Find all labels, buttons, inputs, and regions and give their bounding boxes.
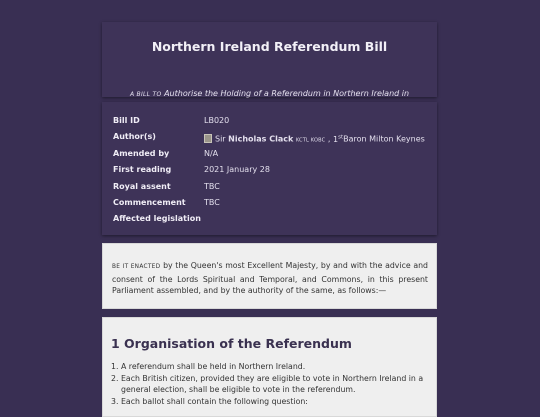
authors-label: Author(s) xyxy=(113,132,156,141)
author-title: Sir xyxy=(215,134,226,144)
authors-value xyxy=(204,131,425,147)
author-peerage: Baron Milton Keynes xyxy=(343,134,425,144)
list-item xyxy=(111,396,428,408)
list-item xyxy=(111,361,428,373)
list-item-number: 2. xyxy=(111,373,119,383)
section-1-heading: 1 Organisation of the Referendum xyxy=(111,336,352,351)
affected-legislation-label: Affected legislation xyxy=(113,214,201,223)
info-row-first-reading xyxy=(113,164,429,176)
commencement-value: TBC xyxy=(204,198,220,207)
list-item-text: A referendum shall be held in Northern Ireland. xyxy=(121,362,306,371)
subtitle-text: Authorise the Holding of a Referendum in Northern Ireland in xyxy=(164,89,410,98)
bill-info-card xyxy=(102,102,437,235)
info-row-authors xyxy=(113,131,429,143)
amended-by-value: N/A xyxy=(204,149,219,158)
first-reading-value: 2021 January 28 xyxy=(204,165,270,174)
info-row-commencement xyxy=(113,197,429,209)
bill-title-card xyxy=(102,22,437,97)
author-separator: , xyxy=(327,134,331,144)
royal-assent-label: Royal assent xyxy=(113,182,171,191)
bill-title: Northern Ireland Referendum Bill xyxy=(151,39,388,54)
section-1-card xyxy=(102,317,437,417)
enacting-lead: BE IT ENACTED xyxy=(112,264,161,270)
first-reading-label: First reading xyxy=(113,165,172,174)
list-item-text: Each British citizen, provided they are eligible to vote in Northern Ireland in a general election, shall be eligible to vote in the referendum. xyxy=(121,373,424,394)
bill-id-value: LB020 xyxy=(204,116,230,125)
author-postnominals: KCTL KOBC xyxy=(295,137,326,144)
section-1-list xyxy=(111,361,428,407)
info-row-affected-legislation xyxy=(113,213,429,225)
list-item-number: 3. xyxy=(111,396,119,406)
amended-by-label: Amended by xyxy=(113,149,170,158)
info-row-bill-id xyxy=(113,115,429,127)
list-item xyxy=(111,373,428,396)
author-name-link[interactable]: Nicholas Clack xyxy=(228,134,294,144)
list-item-number: 1. xyxy=(111,362,119,371)
royal-assent-value: TBC xyxy=(204,182,220,191)
enacting-text: by the Queen's most Excellent Majesty, by and with the advice and consent of the Lords Spiritual and Temporal, and Commons, in this present Parliament assembled, and by the authority of the same, as follows:— xyxy=(112,261,428,295)
flag-icon xyxy=(204,134,212,143)
commencement-label: Commencement xyxy=(113,198,186,207)
info-row-amended-by xyxy=(113,148,429,160)
info-row-royal-assent xyxy=(113,181,429,193)
subtitle-prefix: A BILL TO xyxy=(129,91,162,98)
bill-id-label: Bill ID xyxy=(113,116,140,125)
list-item-text: Each ballot shall contain the following question: xyxy=(121,396,308,406)
enacting-formula xyxy=(102,243,437,309)
author-ordinal: 1st xyxy=(332,134,344,144)
